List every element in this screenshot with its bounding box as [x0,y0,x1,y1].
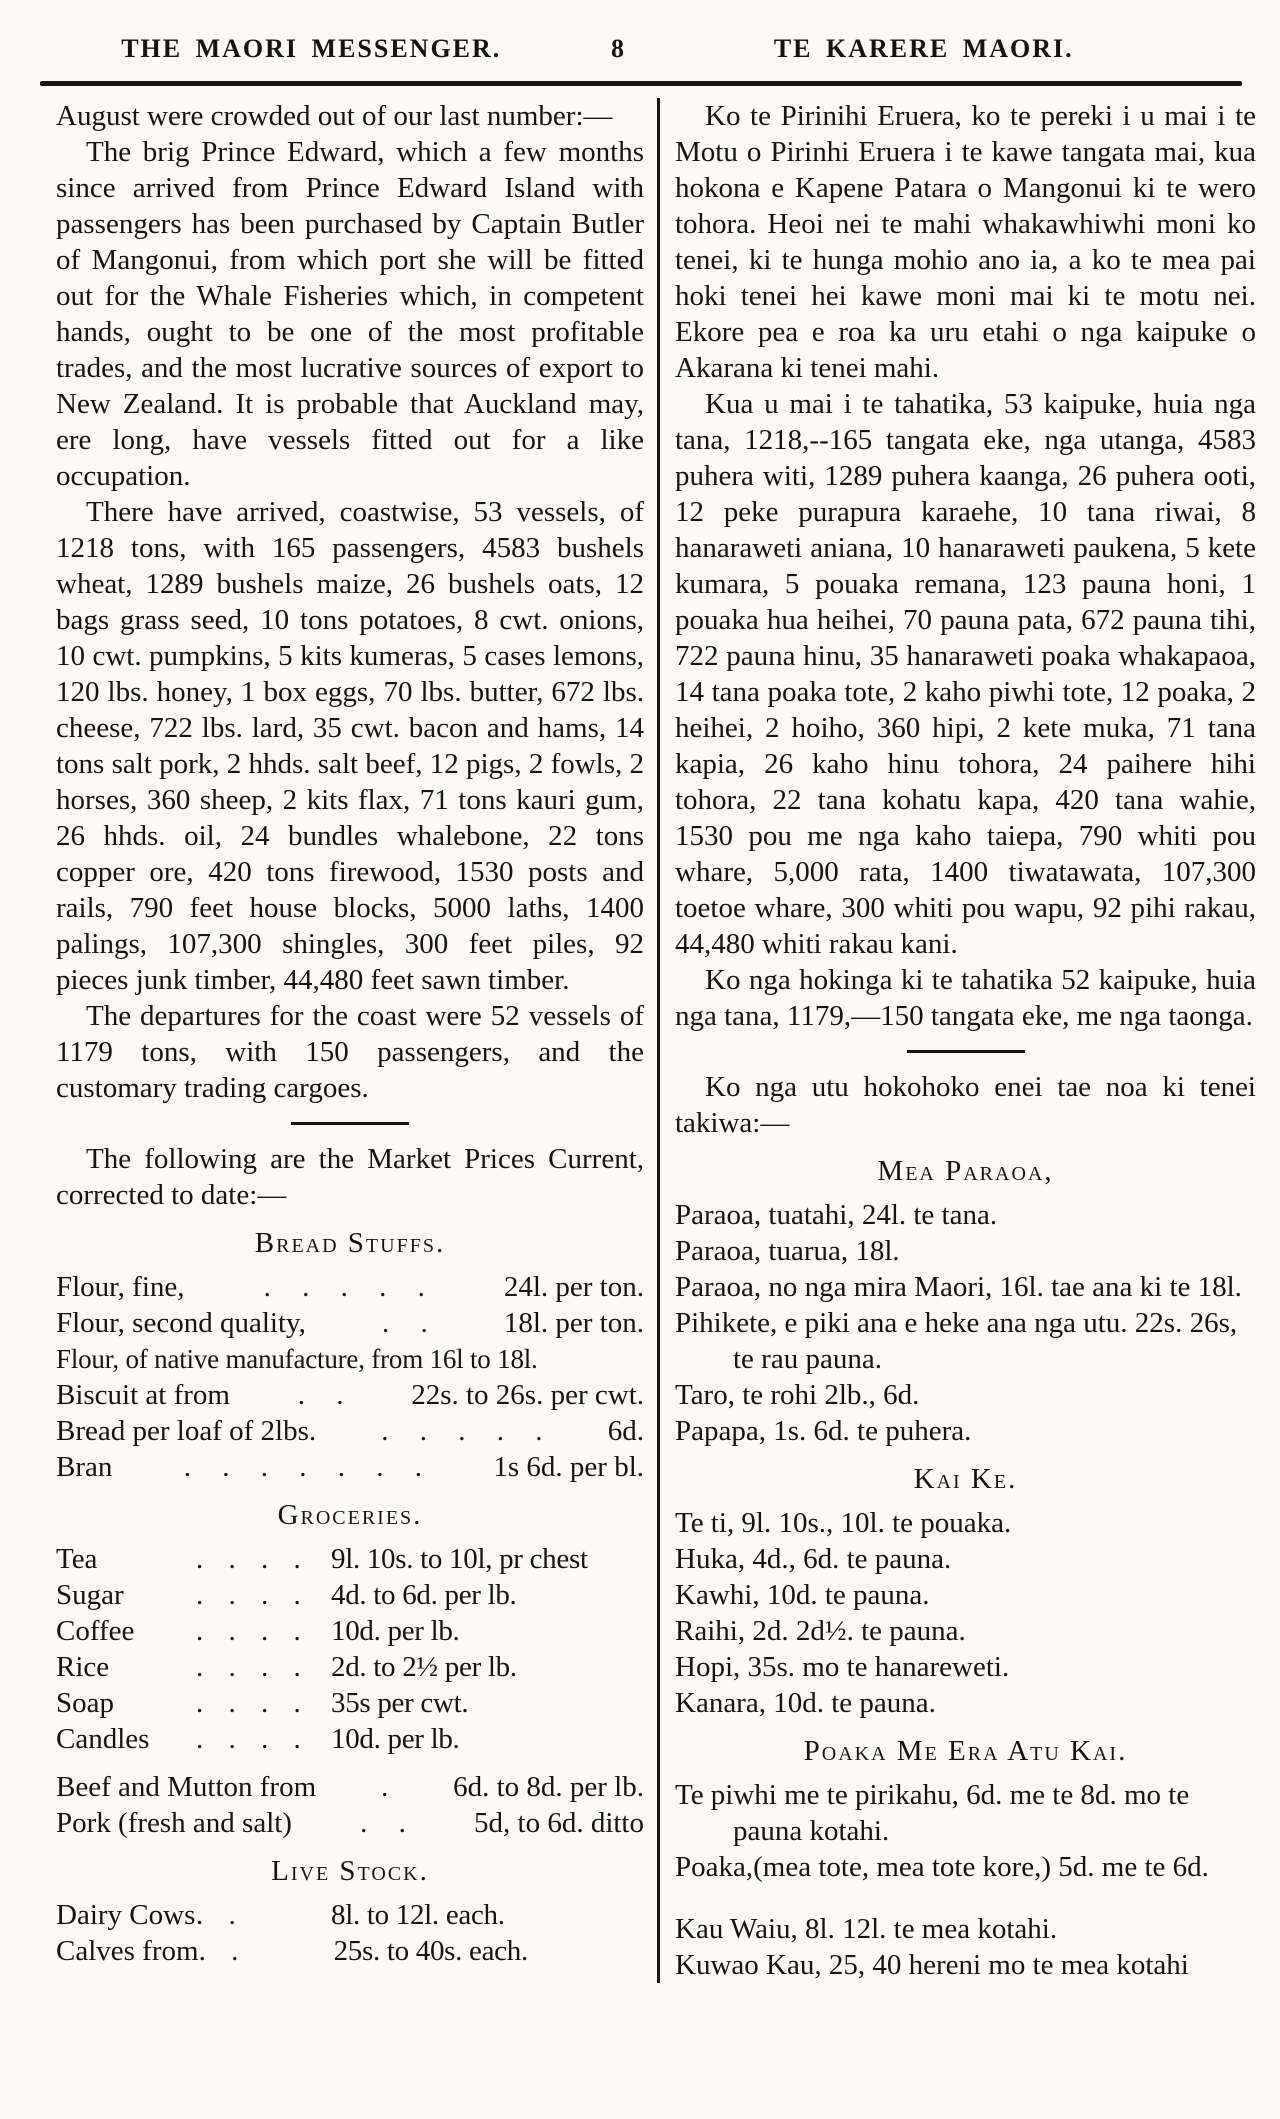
price-row-candles [56,1721,644,1757]
section-heading-bread-stuffs: Bread Stuffs. [254,1227,446,1259]
price-line-huka: Huka, 4d., 6d. te pauna. [675,1543,952,1575]
columns [0,86,1280,1983]
price-row-beef-mutton [56,1769,644,1805]
paragraph-kua-u-mai: Kua u mai i te tahatika, 53 kaipuke, huia nga tana, 1218,--165 tangata eke, nga utanga, 4583 puhera witi, 1289 puhera kaanga, 26 puhera ooti, 12 peke purapura karaehe, 10 tana riwai, 8 hanaraweti aniana, 10 hanaraweti paukena, 5 kete kumara, 5 pouaka remana, 123 pauna honi, 1 pouaka hua heihei, 70 pauna pata, 672 pauna tihi, 722 pauna hinu, 35 hanaraweti poaka whakapaoa, 14 tana poaka tote, 2 kaho piwhi tote, 12 poaka, 2 heihei, 2 hoiho, 360 hipi, 2 kete muka, 71 tana kapia, 26 kaho hinu tohora, 24 paihere hihi tohora, 22 tana kohatu kapa, 420 tana wahie, 1530 pou me nga kaho taiepa, 790 whiti pou whare, 5,000 rata, 1400 tiwatawata, 107,300 toetoe whare, 300 whiti pou wapu, 92 pihi rakau, 44,480 whiti rakau kani. [675,388,1256,960]
dot-leader: . . . . [196,1543,301,1575]
price-label: Soap [56,1687,114,1719]
price-line-poaka: Poaka,(mea tote, mea tote kore,) 5d. me te 6d. [675,1851,1209,1883]
price-line-hopi: Hopi, 35s. mo te hanareweti. [675,1651,1010,1683]
price-value: 9l. 10s. to 10l, pr chest [331,1543,588,1575]
price-value: 6d. to 8d. per lb. [453,1771,644,1803]
price-row-rice [56,1649,644,1685]
price-row-bran [56,1449,644,1485]
price-label: Flour, of native manufacture, from 16l to 18l. [56,1344,538,1374]
price-value: 4d. to 6d. per lb. [331,1579,517,1611]
price-label: Coffee [56,1615,135,1647]
price-value: 24l. per ton. [503,1271,644,1303]
price-label: Rice [56,1651,110,1683]
price-line-papapa: Papapa, 1s. 6d. te puhera. [675,1415,972,1447]
price-row-bread-loaf [56,1413,644,1449]
dot-leader: . . [381,1307,428,1339]
price-line-kawhi: Kawhi, 10d. te pauna. [675,1579,930,1611]
dot-leader: . . . . [196,1615,301,1647]
dot-leader: . . . . [196,1651,301,1683]
section-rule [907,1050,1025,1053]
dot-leader: . . . . [196,1687,301,1719]
price-value: 1s 6d. per bl. [493,1451,644,1483]
price-label: Candles [56,1723,150,1755]
price-value: 35s per cwt. [331,1687,469,1719]
price-label: Pork (fresh and salt) [56,1807,292,1839]
paragraph-brig: The brig Prince Edward, which a few months since arrived from Prince Edward Island with passengers has been purchased by Captain Butler of Mangonui, from which port she will be fitted out for the Whale Fisheries which, in competent hands, ought to be one of the most profitable trades, and the most lucrative sources of export to New Zealand. It is probable that Auckland may, ere long, have vessels fitted out for a like occupation. [56,136,644,492]
section-heading-poaka: Poaka Me Era Atu Kai. [803,1735,1128,1767]
price-row-tea [56,1541,644,1577]
paragraph-market-prices-intro: The following are the Market Prices Current, corrected to date:— [56,1143,644,1211]
price-value: 2d. to 2½ per lb. [331,1651,517,1683]
price-label: Sugar [56,1579,124,1611]
dot-leader: . . . . . [381,1415,543,1447]
price-label: Flour, fine, [56,1271,185,1303]
price-value: 5d, to 6d. ditto [474,1807,644,1839]
dot-leader: . . [196,1899,236,1931]
price-line-raihi: Raihi, 2d. 2d½. te pauna. [675,1615,966,1647]
price-label: Flour, second quality, [56,1307,306,1339]
dot-leader: . [380,1771,389,1803]
price-value: 10d. per lb. [331,1723,460,1755]
masthead [0,0,1280,64]
dot-leader: . . . . [196,1579,301,1611]
price-label: Tea [56,1543,98,1575]
price-label: Bread per loaf of 2lbs. [56,1415,317,1447]
spacer [56,1757,644,1769]
price-line-kanara: Kanara, 10d. te pauna. [675,1687,936,1719]
masthead-title-left: THE MAORI MESSENGER. [121,34,502,63]
masthead-title-right: TE KARERE MAORI. [773,34,1074,63]
paragraph-arrivals: There have arrived, coastwise, 53 vessels, of 1218 tons, with 165 passengers, 4583 bushels wheat, 1289 bushels maize, 26 bushels oats, 12 bags grass seed, 10 tons potatoes, 8 cwt. onions, 10 cwt. pumpkins, 5 kits kumeras, 5 cases lemons, 120 lbs. honey, 1 box eggs, 70 lbs. butter, 672 lbs. cheese, 722 lbs. lard, 35 cwt. bacon and hams, 14 tons salt pork, 2 hhds. salt beef, 12 pigs, 2 fowls, 2 horses, 360 sheep, 2 kits flax, 71 tons kauri gum, 26 hhds. oil, 24 bundles whalebone, 22 tons copper ore, 420 tons firewood, 1530 posts and rails, 790 feet house blocks, 5000 laths, 1400 palings, 107,300 shingles, 300 feet piles, 92 pieces junk timber, 44,480 feet sawn timber. [56,496,645,996]
price-line-paraoa-tuatahi: Paraoa, tuatahi, 24l. te tana. [675,1199,998,1231]
price-value: 6d. [607,1415,644,1447]
price-row-flour-fine [56,1269,644,1305]
price-label: Calves from [56,1935,199,1967]
column-english [56,98,644,1983]
price-row-flour-native [56,1341,644,1377]
paragraph-august: August were crowded out of our last number:— [56,100,613,132]
price-row-calves [56,1933,644,1969]
paragraph-pirinihi-eruera: Ko te Pirinihi Eruera, ko te pereki i u mai i te Motu o Pirinhi Eruera i te kawe tangata mai, kua hokona e Kapene Patara o Mangonui ki te wero tohora. Heoi nei te mahi whakawhiwhi moni ko tenei, ki te hunga mohio ano ia, a ko te mea pai hoki tenei hei kawe moni mai ki te motu nei. Ekore pea e roa ka uru etahi o nga kaipuke o Akarana ki tenei mahi. [675,100,1256,384]
column-maori [660,98,1256,1983]
dot-leader: . . [360,1807,406,1839]
price-label: Beef and Mutton from [56,1771,317,1803]
price-line-kuwao-kau: Kuwao Kau, 25, 40 hereni mo te mea kotahi [675,1949,1189,1981]
price-row-coffee [56,1613,644,1649]
price-value: 10d. per lb. [331,1615,460,1647]
paragraph-departures: The departures for the coast were 52 vessels of 1179 tons, with 150 passengers, and the customary trading cargoes. [56,1000,644,1104]
price-line-te-ti: Te ti, 9l. 10s., 10l. te pouaka. [675,1507,1012,1539]
price-row-sugar [56,1577,644,1613]
price-value: 22s. to 26s. per cwt. [411,1379,644,1411]
section-heading-live-stock: Live Stock. [271,1855,429,1887]
price-line-pihikete: Pihikete, e piki ana e heke ana nga utu. 22s. 26s, te rau pauna. [675,1307,1238,1375]
section-heading-groceries: Groceries. [277,1499,423,1531]
price-label: Biscuit at from [56,1379,230,1411]
spacer [675,1885,1256,1911]
dot-leader [538,1341,644,1377]
dot-leader: . . . . [196,1723,301,1755]
section-rule [291,1122,409,1125]
price-value: 18l. per ton. [503,1307,644,1339]
price-line-piwhi: Te piwhi me te pirikahu, 6d. me te 8d. mo te pauna kotahi. [675,1779,1190,1847]
dot-leader: . . [198,1935,239,1967]
price-line-paraoa-tuarua: Paraoa, tuarua, 18l. [675,1235,900,1267]
price-row-soap [56,1685,644,1721]
price-row-dairy-cows [56,1897,644,1933]
price-label: Dairy Cows [56,1899,196,1931]
price-row-pork [56,1805,644,1841]
price-label: Bran [56,1451,113,1483]
price-line-kau-waiu: Kau Waiu, 8l. 12l. te mea kotahi. [675,1913,1058,1945]
price-value: 8l. to 12l. each. [331,1899,505,1931]
price-row-biscuit [56,1377,644,1413]
price-line-paraoa-mira: Paraoa, no nga mira Maori, 16l. tae ana ki te 18l. [675,1271,1242,1303]
dot-leader: . . . . . . . [183,1451,422,1483]
page-number: 8 [611,34,624,63]
dot-leader: . . [297,1379,344,1411]
price-line-taro: Taro, te rohi 2lb., 6d. [675,1379,920,1411]
price-value: 25s. to 40s. each. [333,1935,528,1967]
dot-leader: . . . . . [263,1271,425,1303]
section-heading-kai-ke: Kai Ke. [913,1463,1018,1495]
paragraph-utu-hokohoko: Ko nga utu hokohoko enei tae noa ki tenei takiwa:— [675,1071,1256,1139]
price-row-flour-second [56,1305,644,1341]
section-heading-mea-paraoa: Mea Paraoa, [877,1155,1054,1187]
paragraph-hokinga: Ko nga hokinga ki te tahatika 52 kaipuke, huia nga tana, 1179,—150 tangata eke, me nga taonga. [675,964,1256,1032]
